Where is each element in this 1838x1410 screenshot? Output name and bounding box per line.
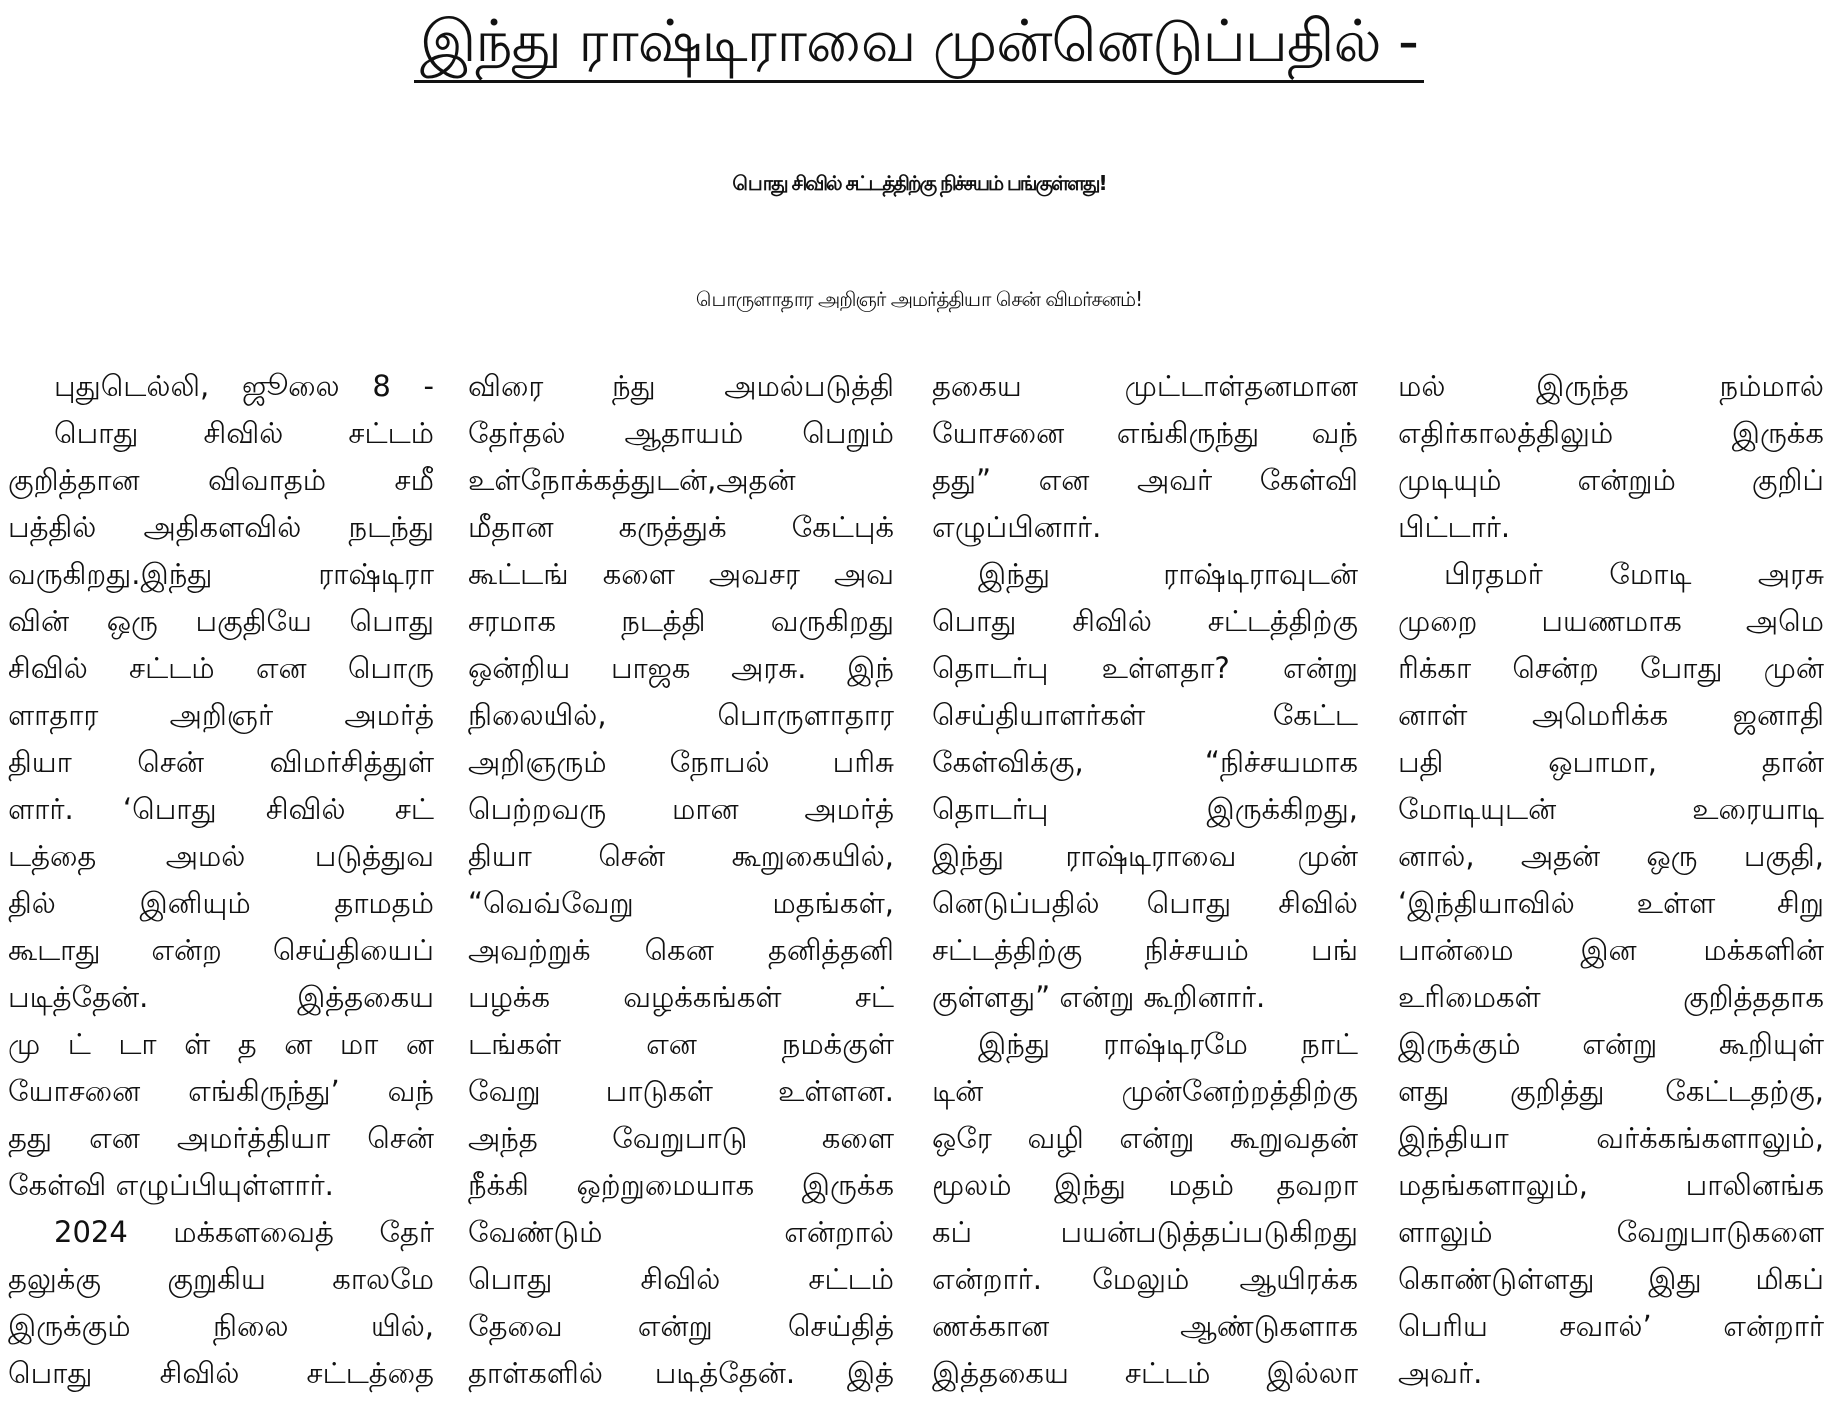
column-line: பொது சிவில் சட்டம் [468, 1262, 894, 1296]
column-line: பிரதமர் மோடி அரசு [1444, 557, 1824, 591]
column-line: சரமாக நடத்தி வருகிறது [468, 604, 894, 638]
column-line: கப் பயன்படுத்தப்படுகிறது [932, 1215, 1358, 1249]
column-line: டத்தை அமல் படுத்துவ [8, 839, 434, 873]
column-line: “வெவ்வேறு மதங்கள், [468, 886, 894, 920]
column-line: முறை பயணமாக அமெ [1398, 604, 1824, 638]
column-line: பெரிய சவால்’ என்றார் [1398, 1309, 1824, 1343]
column-line: இந்தியா வர்க்கங்களாலும், [1398, 1121, 1824, 1155]
column-line: தியா சென் கூறுகையில், [468, 839, 894, 873]
column-line: மோடியுடன் உரையாடி [1398, 792, 1824, 826]
article-column-1 [8, 363, 434, 1410]
column-line: பிட்டார். [1398, 510, 1511, 544]
column-line: தேவை என்று செய்தித் [468, 1309, 894, 1343]
column-line: இந்து ராஷ்டிராவுடன் [978, 557, 1358, 591]
article-headline: பொது சிவில் சட்டத்திற்கு நிச்சயம் பங்குள்ளது! [732, 171, 1106, 195]
column-line: பான்மை இன மக்களின் [1398, 933, 1824, 967]
column-line: ணக்கான ஆண்டுகளாக [932, 1309, 1358, 1343]
column-line: இந்து ராஷ்டிரமே நாட் [978, 1027, 1358, 1061]
column-line: டின் முன்னேற்றத்திற்கு [932, 1074, 1358, 1108]
column-line: எழுப்பினார். [932, 510, 1102, 544]
column-line: பொது சிவில் சட்டத்தை [8, 1356, 434, 1390]
article-column-3 [932, 363, 1358, 1410]
column-line: படித்தேன். இத்தகைய [8, 980, 434, 1014]
column-line: பொது சிவில் சட்டத்திற்கு [932, 604, 1358, 638]
column-line: அந்த வேறுபாடு களை [468, 1121, 894, 1155]
article-column-2 [468, 363, 894, 1410]
column-line: வேண்டும் என்றால் [468, 1215, 894, 1249]
column-line: னெடுப்பதில் பொது சிவில் [932, 886, 1358, 920]
column-line: வருகிறது.இந்து ராஷ்டிரா [8, 557, 434, 591]
column-line: மல் இருந்த நம்மால் [1398, 369, 1824, 403]
column-line: மீதான கருத்துக் கேட்புக் [468, 510, 894, 544]
column-line: னாள் அமெரிக்க ஜனாதி [1398, 698, 1824, 732]
column-line: குள்ளது” என்று கூறினார். [932, 980, 1266, 1014]
column-line: பத்தில் அதிகளவில் நடந்து [8, 510, 434, 544]
column-line: செய்தியாளர்கள் கேட்ட [932, 698, 1358, 732]
column-line: கூட்டங் களை அவசர அவ [468, 557, 894, 591]
column-line: தது என அமர்த்தியா சென் [8, 1121, 434, 1155]
column-line: கூடாது என்ற செய்தியைப் [8, 933, 434, 967]
column-line: ‘இந்தியாவில் உள்ள சிறு [1398, 886, 1824, 920]
column-line: விரை ந்து அமல்படுத்தி [468, 369, 894, 403]
column-line: உள்நோக்கத்துடன்,அதன் [468, 463, 796, 497]
column-line: ளது குறித்து கேட்டதற்கு, [1398, 1074, 1824, 1108]
column-line: கேள்விக்கு, “நிச்சயமாக [932, 745, 1358, 779]
column-line: ளாலும் வேறுபாடுகளை [1398, 1215, 1824, 1249]
column-line: உரிமைகள் குறித்ததாக [1398, 980, 1824, 1014]
column-line: வேறு பாடுகள் உள்ளன. [468, 1074, 894, 1108]
column-line: மூலம் இந்து மதம் தவறா [932, 1168, 1358, 1202]
column-line: வின் ஒரு பகுதியே பொது [8, 604, 434, 638]
column-line: பெற்றவரு மான அமர்த் [468, 792, 894, 826]
column-line: ளாதார அறிஞர் அமர்த் [8, 698, 434, 732]
column-line: ளார். ‘பொது சிவில் சட் [8, 792, 434, 826]
column-line: அவர். [1398, 1356, 1483, 1390]
column-line: அறிஞரும் நோபல் பரிசு [468, 745, 894, 779]
column-line: ஒரே வழி என்று கூறுவதன் [932, 1121, 1358, 1155]
column-line: பதி ஒபாமா, தான் [1398, 745, 1824, 779]
column-line: நீக்கி ஒற்றுமையாக இருக்க [468, 1168, 894, 1202]
column-line: பழக்க வழக்கங்கள் சட் [468, 980, 894, 1014]
column-line: இந்து ராஷ்டிராவை முன் [932, 839, 1358, 873]
column-line: ஒன்றிய பாஜக அரசு. இந் [468, 651, 894, 685]
column-line: தில் இனியும் தாமதம் [8, 886, 434, 920]
kicker-text: இந்து ராஷ்டிராவை முன்னெடுப்பதில் - [414, 4, 1424, 83]
column-line: 2024 மக்களவைத் தேர் [54, 1215, 434, 1249]
column-line: சட்டத்திற்கு நிச்சயம் பங் [932, 933, 1358, 967]
column-line: தொடர்பு உள்ளதா? என்று [932, 651, 1358, 685]
column-line: டங்கள் என நமக்குள் [468, 1027, 894, 1061]
column-line: என்றார். மேலும் ஆயிரக்க [932, 1262, 1358, 1296]
column-line: தியா சென் விமர்சித்துள் [8, 745, 434, 779]
column-line: யோசனை எங்கிருந்து வந் [932, 416, 1358, 450]
column-line: குறித்தான விவாதம் சமீ [8, 463, 434, 497]
column-line: மு ட் டா ள் த ன மா ன [8, 1027, 434, 1061]
column-line: கொண்டுள்ளது இது மிகப் [1398, 1262, 1824, 1296]
column-line: தலுக்கு குறுகிய காலமே [8, 1262, 434, 1296]
column-line: இத்தகைய சட்டம் இல்லா [932, 1356, 1358, 1390]
column-line: கேள்வி எழுப்பியுள்ளார். [8, 1168, 334, 1202]
article-subheadline: பொருளாதார அறிஞர் அமர்த்தியா சென் விமர்சனம்! [695, 287, 1143, 311]
column-line: நிலையில், பொருளாதார [468, 698, 894, 732]
column-line: தது” என அவர் கேள்வி [932, 463, 1358, 497]
column-line: தேர்தல் ஆதாயம் பெறும் [468, 416, 894, 450]
column-line: பொது சிவில் சட்டம் [54, 416, 434, 450]
article-kicker [0, 4, 1838, 83]
column-line: யோசனை எங்கிருந்து’ வந் [8, 1074, 434, 1108]
column-line: சிவில் சட்டம் என பொரு [8, 651, 434, 685]
column-line: இருக்கும் நிலை யில், [8, 1309, 434, 1343]
column-line: புதுடெல்லி, ஜூலை 8 - [54, 369, 434, 403]
column-line: தாள்களில் படித்தேன். இத் [468, 1356, 894, 1390]
column-line: இருக்கும் என்று கூறியுள் [1398, 1027, 1824, 1061]
column-line: தகைய முட்டாள்தனமான [932, 369, 1358, 403]
column-line: அவற்றுக் கென தனித்தனி [468, 933, 894, 967]
article-column-4 [1398, 363, 1824, 1410]
column-line: ரிக்கா சென்ற போது முன் [1398, 651, 1824, 685]
column-line: முடியும் என்றும் குறிப் [1398, 463, 1824, 497]
column-line: மதங்களாலும், பாலினங்க [1398, 1168, 1824, 1202]
column-line: னால், அதன் ஒரு பகுதி, [1398, 839, 1824, 873]
column-line: தொடர்பு இருக்கிறது, [932, 792, 1358, 826]
column-line: எதிர்காலத்திலும் இருக்க [1398, 416, 1824, 450]
